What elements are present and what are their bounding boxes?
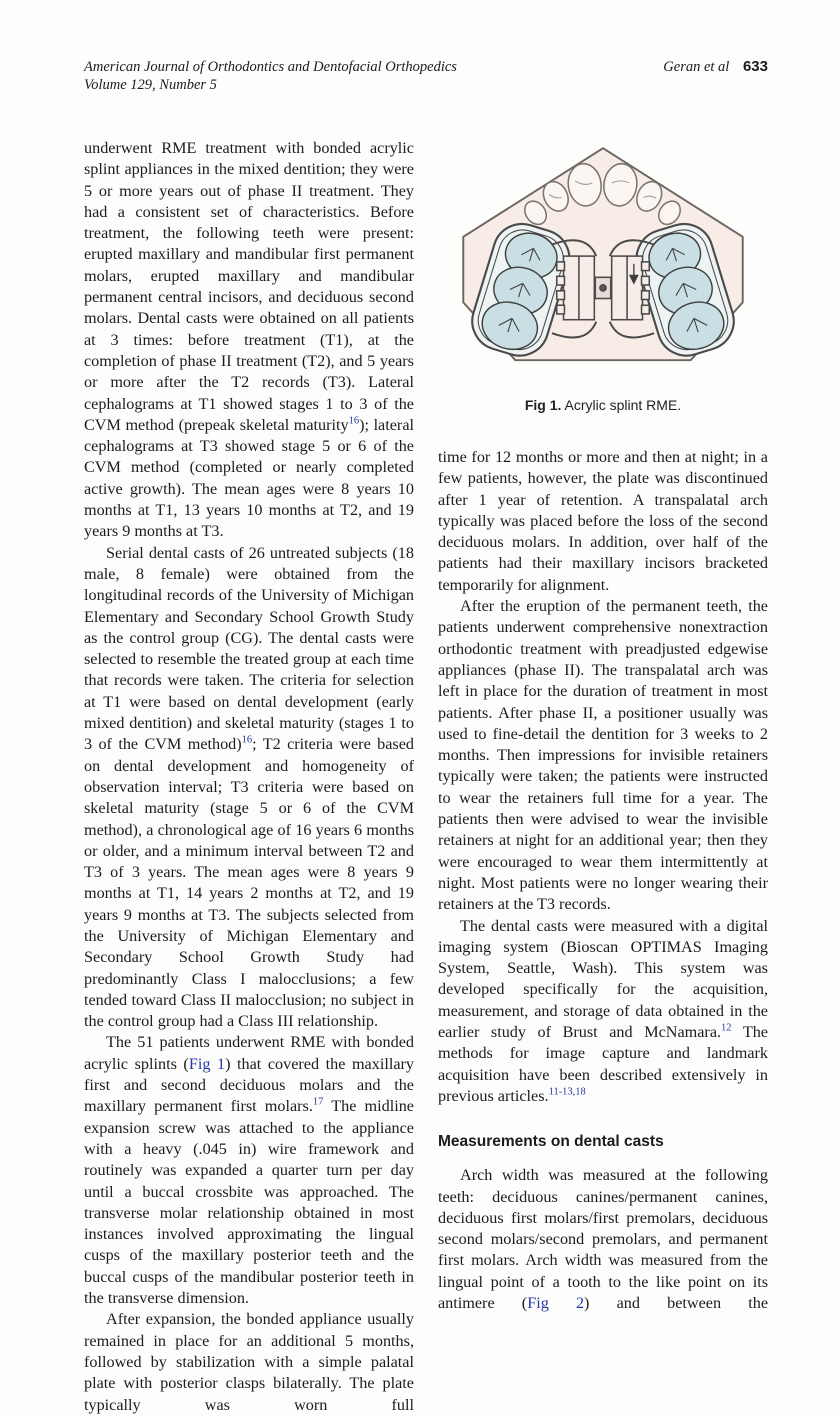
body-columns [84,138,768,1416]
section-heading-measurements: Measurements on dental casts [438,1133,664,1151]
body-text: The midline expansion screw was attached to the appliance with a heavy (.045 in) wire framework and routinely was expanded a quarter turn per day until a buccal crossbite was approached. The transverse molar relationship obtained in most instances involved approximating the lingual cusps of the maxillary posterior teeth and the buccal cusps of the mandibular posterior teeth in the transverse dimension. [84,1097,414,1308]
running-header [84,58,768,94]
body-text: ); lateral cephalograms at T3 showed stage 5 or 6 of the CVM method (completed or nearly completed active growth). The mean ages were 8 years 10 months at T1, 13 years 10 months at T2, and 19 years 9 months at T3. [84,415,415,541]
paragraph [84,138,414,543]
paragraph [84,1032,414,1309]
paragraph [438,1165,768,1314]
journal-title-block [84,58,457,94]
body-text: ; T2 criteria were based on dental development and homogeneity of observation interval; T3 criteria were based on skeletal maturity (stage 5 or 6 of the CVM method), a chronological age of 16 years 6 months or older, and a minimum interval between T2 and T3 of 3 years. The mean ages were 8 years 9 months at T1, 14 years 2 months at T2, and 19 years 9 months at T3. The subjects selected from the University of Michigan Elementary and Secondary School Growth Study had predominantly Class I malocclusions; a few tended toward Class II malocclusion; no subject in the control group had a Class III relationship. [84,735,414,1031]
right-column-text-after-heading [438,1165,768,1314]
figure-1 [438,142,768,413]
figure-ref[interactable]: Fig 2 [527,1293,585,1312]
body-text: The 51 patients underwent RME with bonded acrylic splints ( [84,1033,414,1073]
running-authors: Geran et al [663,59,730,75]
paragraph [438,916,768,1108]
right-column-text [438,447,768,1107]
body-text: ) and between the [584,1293,769,1312]
citation-ref[interactable]: 12 [721,1022,732,1034]
paragraph [438,596,768,915]
rme-appliance-illustration [444,142,762,376]
citation-ref[interactable]: 11-13,18 [548,1086,586,1098]
figure-caption-label: Fig 1. [524,397,562,413]
body-text: Serial dental casts of 26 untreated subjects (18 male, 8 female) were obtained from the longitudinal records of the University of Michigan Elementary and Secondary School Growth Study as the control group (CG). The dental casts were selected to resemble the treated group at each time that records were taken. The criteria for selection at T1 were based on dental development (early mixed dentition) and skeletal maturity (stages 1 to 3 of the CVM method) [84,543,414,754]
body-text: underwent RME treatment with bonded acrylic splint appliances in the mixed dentition; they were 5 or more years out of phase II treatment. They had a consistent set of characteristics. Before treatment, the following teeth were present: erupted maxillary and mandibular first permanent molars, erupted maxillary and mandibular permanent central incisors, and deciduous second molars. Dental casts were obtained on all patients at 3 times: before treatment (T1), at the completion of phase II treatment (T2), and 5 years or more after the T2 records (T3). Lateral cephalograms at T1 showed stages 1 to 3 of the CVM method (prepeak skeletal maturity [84,139,414,434]
journal-page [84,58,768,1416]
paragraph [438,447,768,596]
body-text: The methods for image capture and landmark acquisition have been described extensively in previous articles. [438,1023,768,1105]
paragraph [84,1309,414,1415]
body-text: time for 12 months or more and then at night; in a few patients, however, the plate was discontinued after 1 year of retention. A transpalatal arch typically was placed before the loss of the second deciduous molars. In addition, over half of the patients had their maxillary incisors bracketed temporarily for alignment. [438,448,768,594]
running-head-right [663,58,768,76]
body-text: Arch width was measured at the following teeth: deciduous canines/permanent canines, deciduous first molars/first premolars, deciduous second molars/second premolars, and permanent first molars. Arch width was measured from the lingual point of a tooth to the like point on its antimere ( [438,1166,768,1312]
body-text: After the eruption of the permanent teeth, the patients underwent comprehensive nonextraction orthodontic treatment with preadjusted edgewise appliances (phase II). The transpalatal arch was left in place for the duration of treatment in most patients. After phase II, a positioner usually was used to fine-detail the dentition for 3 weeks to 2 months. Then impressions for invisible retainers typically were taken; the patients were instructed to wear the retainers full time for a year. The patients then were advised to wear the invisible retainers at night for an additional year; then they were encouraged to wear them intermittently at night. Most patients were no longer wearing their retainers at the T3 records. [438,597,768,914]
journal-volume: Volume 129, Number 5 [84,77,217,93]
citation-ref[interactable]: 16 [348,415,360,427]
journal-title: American Journal of Orthodontics and Dentofacial Orthopedics [84,59,457,75]
figure-caption [438,397,768,413]
right-column [438,138,768,1416]
body-text: After expansion, the bonded appliance usually remained in place for an additional 5 months, followed by stabilization with a simple palatal plate with posterior clasps bilaterally. The plate typically was worn full [84,1310,414,1414]
body-text: ) that covered the maxillary first and second deciduous molars and the maxillary permanent first molars. [84,1054,414,1116]
figure-ref[interactable]: Fig 1 [188,1054,226,1073]
body-text: The dental casts were measured with a digital imaging system (Bioscan OPTIMAS Imaging System, Seattle, Wash). This system was developed specifically for the acquisition, measurement, and storage of data obtained in the earlier study of Brust and McNamara. [438,916,768,1042]
left-column [84,138,414,1416]
paragraph [84,543,414,1033]
page-number: 633 [742,58,768,75]
citation-ref[interactable]: 17 [312,1096,324,1108]
citation-ref[interactable]: 16 [241,734,253,746]
figure-caption-text: Acrylic splint RME. [564,397,682,413]
